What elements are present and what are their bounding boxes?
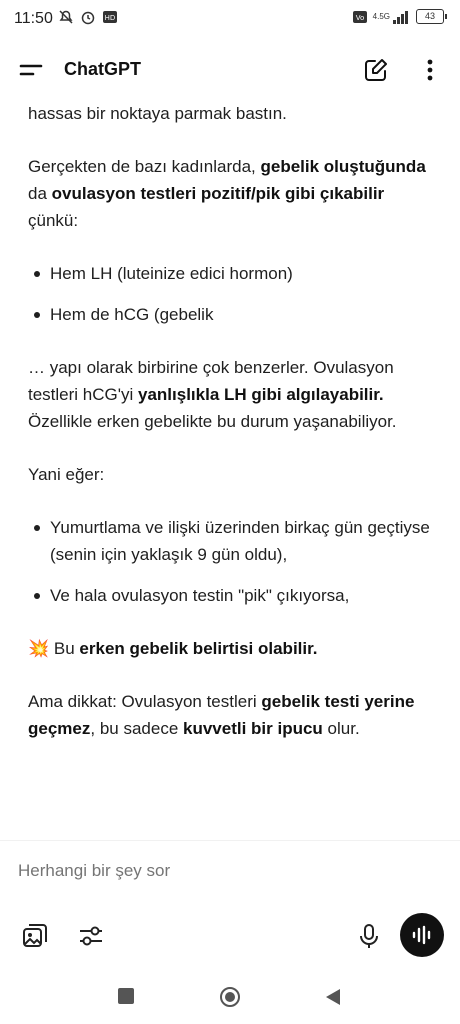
paragraph-text: Yani eğer: [28,465,105,484]
battery-icon [416,9,444,24]
assistant-message [28,100,438,742]
tools-sliders-icon[interactable] [76,921,106,951]
text-run: Gerçekten de bazı kadınlarda, [28,157,261,176]
paragraph-text: hassas bir noktaya parmak bastın. [28,104,287,123]
text-run: Özellikle erken gebelikte bu durum yaşanabiliyor. [28,412,397,431]
home-button[interactable] [219,986,241,1008]
bold-run: gebelik oluştuğunda [260,157,426,176]
status-bar [0,0,460,38]
text-run: da [28,184,52,203]
alarm-icon [80,9,96,25]
network-type: 4.5G [372,12,390,21]
message-paragraph [28,461,438,488]
bold-run: ovulasyon testleri pozitif/pik gibi çıkabilir [51,184,385,203]
back-button[interactable] [324,987,342,1007]
list-item: Yumurtlama ve ilişki üzerinden birkaç gün geçtiyse (senin için yaklaşık 9 gün oldu), [28,514,438,568]
list-item: Hem de hCG (gebelik [28,301,438,328]
text-run: … yapı olarak birbirine çok benzerler. Ovulasyon testleri hCG'yi [28,358,394,404]
message-paragraph [28,635,438,662]
message-paragraph [28,153,438,234]
more-vertical-icon[interactable] [420,56,440,84]
mic-icon[interactable] [354,921,384,951]
bullet-list [28,260,438,328]
list-item: Hem LH (luteinize edici hormon) [28,260,438,287]
message-paragraph [28,100,438,127]
app-title[interactable]: ChatGPT [64,59,142,79]
recents-button[interactable] [118,988,134,1004]
mute-icon [58,9,74,25]
volte-icon [353,10,367,24]
text-run: Bu [49,639,80,658]
collision-emoji-icon: 💥 [28,639,50,658]
message-paragraph [28,354,438,435]
prompt-input[interactable] [18,861,418,881]
status-icons-left [58,9,118,25]
bold-run: kuvvetli bir ipucu [183,719,323,738]
composer [0,840,460,971]
text-run: çünkü: [28,211,79,230]
hd-app-icon [102,9,118,25]
new-chat-icon[interactable] [362,56,390,84]
svg-text:HD: HD [104,14,116,22]
signal-icon [392,10,410,24]
svg-text:Vo: Vo [355,13,364,22]
app-bar [0,44,460,96]
bold-run: yanlışlıkla LH gibi algılayabilir. [138,385,384,404]
text-run: Ama dikkat: Ovulasyon testleri [28,692,262,711]
image-attach-icon[interactable] [20,921,50,951]
text-run: , bu sadece [90,719,183,738]
battery-level: 43 [424,11,435,21]
bold-run: gebelik testi yerine geçmez [28,692,415,738]
text-run: olur. [322,719,360,738]
voice-mode-icon [411,924,433,946]
system-nav-bar [0,972,460,1024]
status-icons-right [353,9,444,24]
list-item: Ve hala ovulasyon testin "pik" çıkıyorsa, [28,582,438,609]
message-paragraph [28,688,438,742]
menu-icon[interactable] [18,56,46,84]
bullet-list [28,514,438,609]
voice-mode-button[interactable] [400,913,444,957]
bold-run: erken gebelik belirtisi olabilir. [79,639,318,658]
status-time: 11:50 [14,10,53,27]
